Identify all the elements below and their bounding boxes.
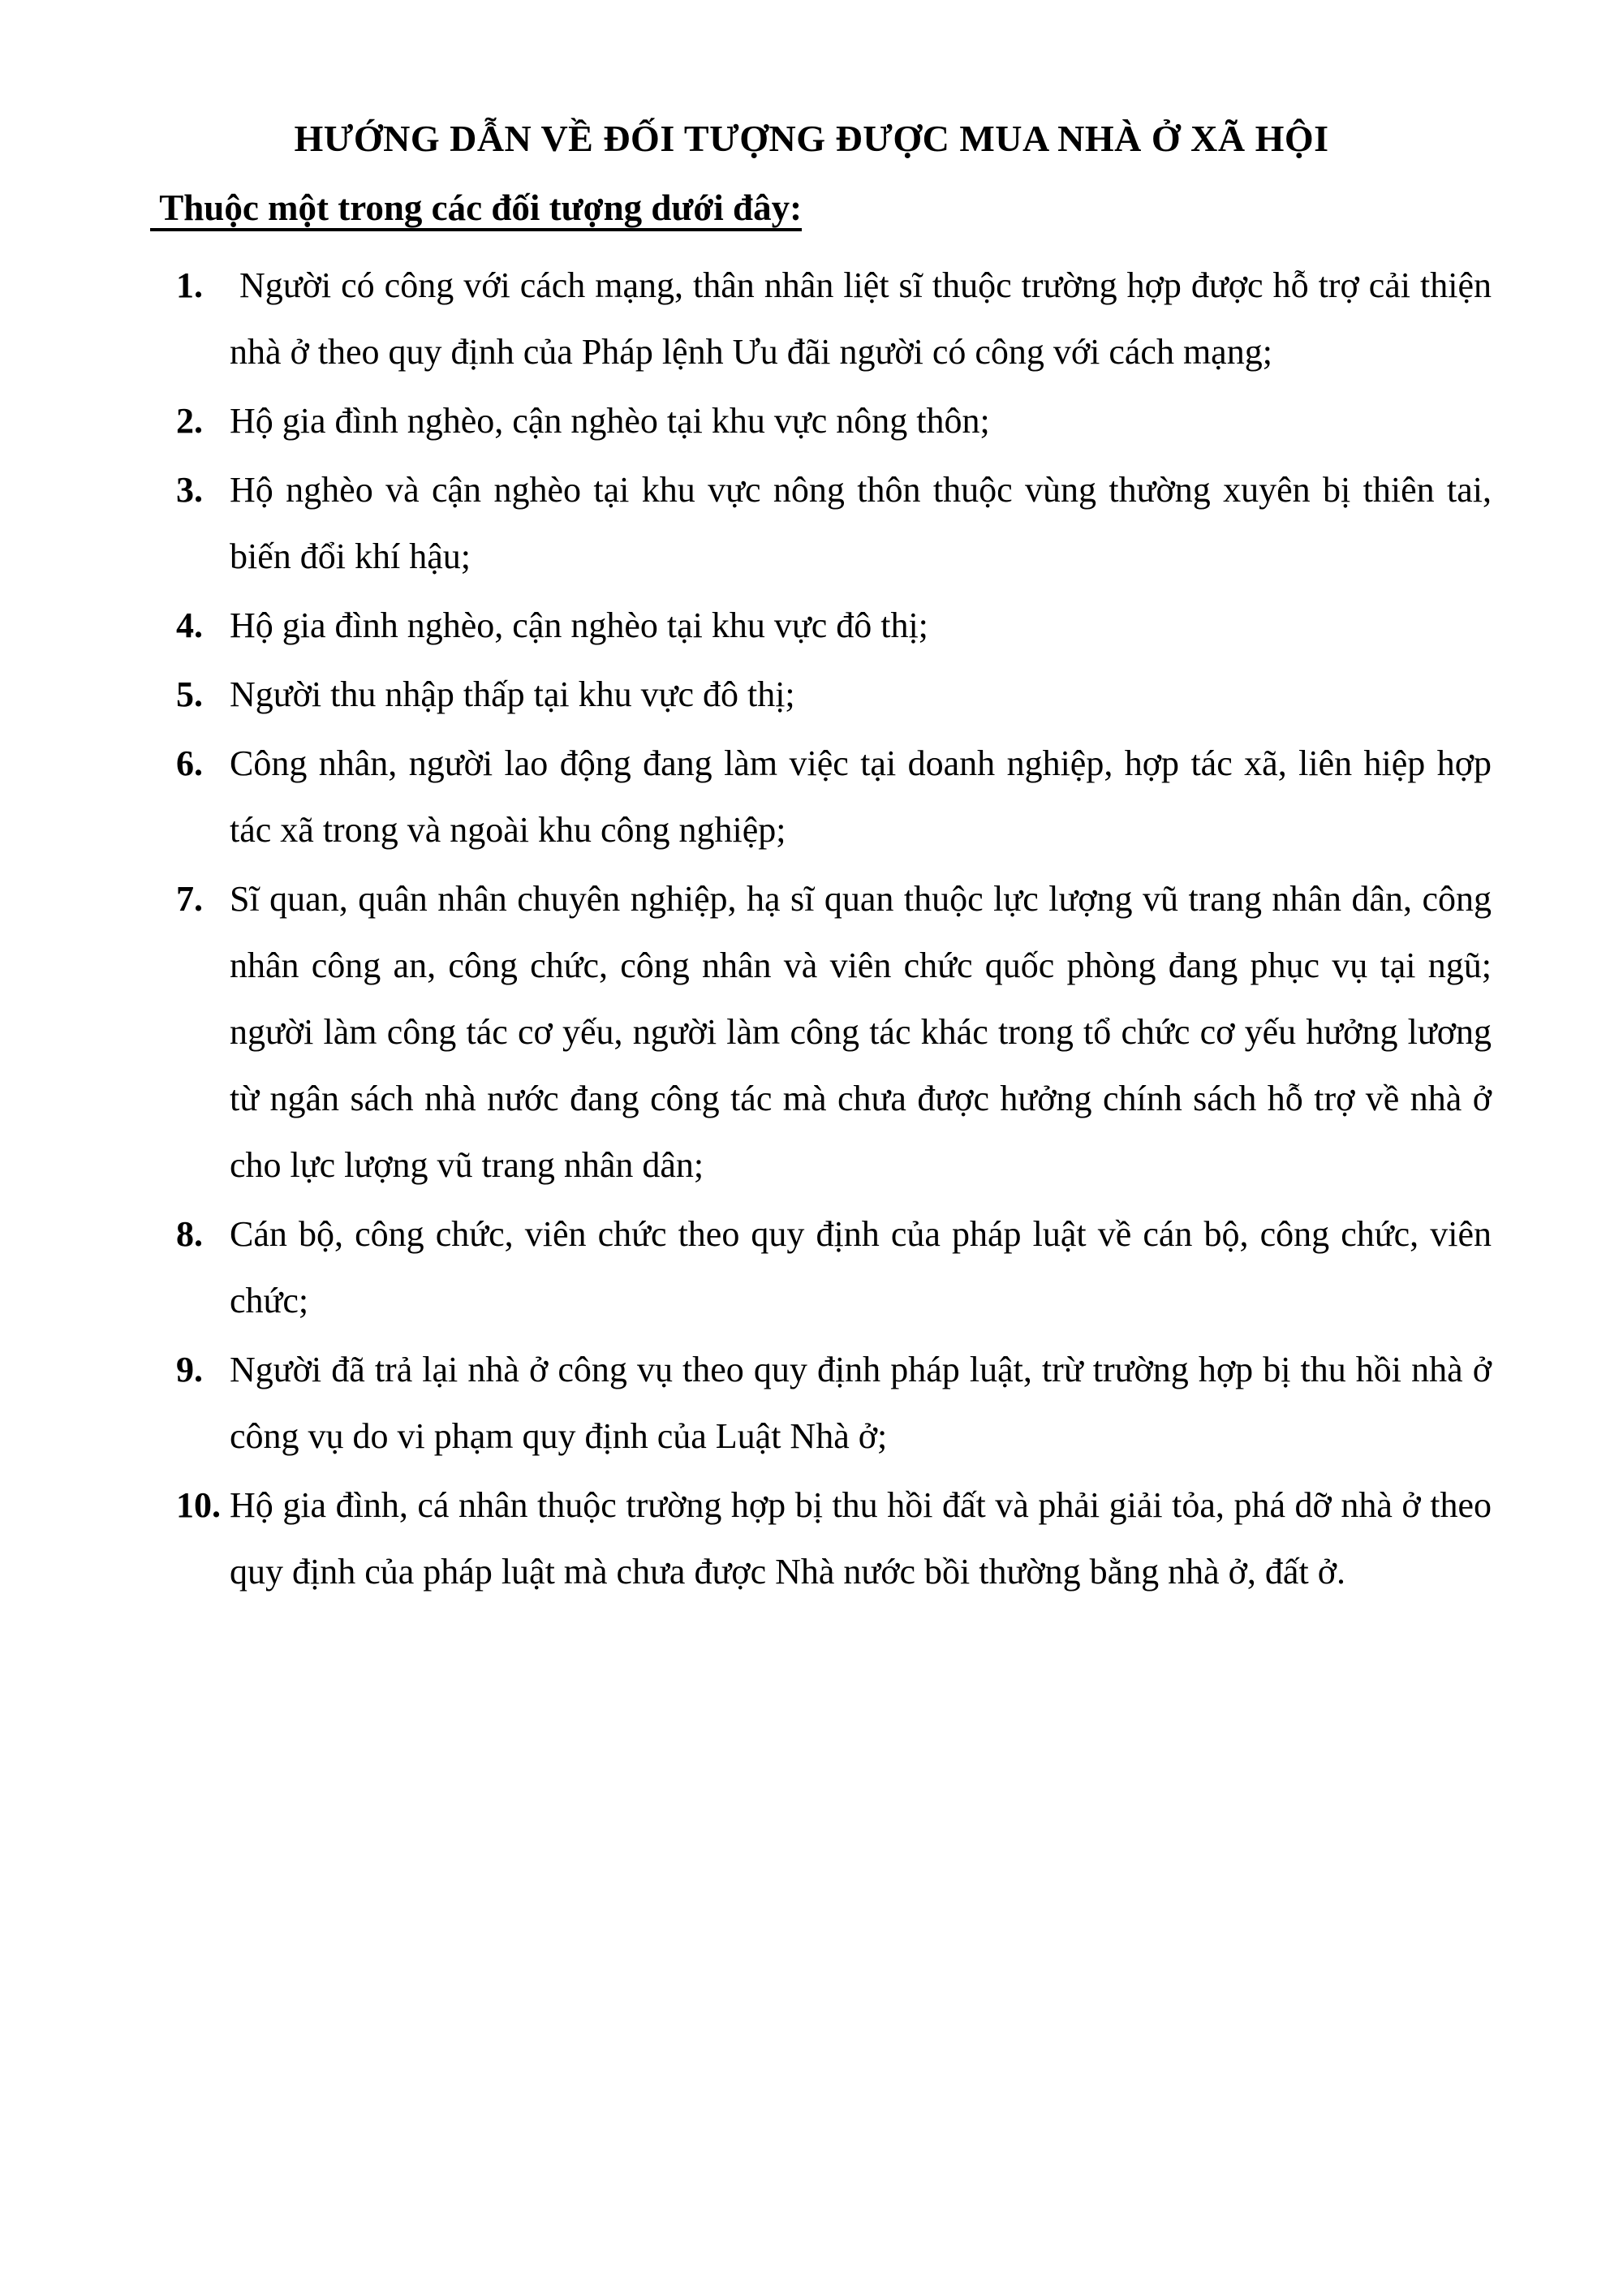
list-item	[176, 730, 1492, 864]
list-item	[176, 592, 1492, 659]
list-item-number: 3.	[176, 470, 203, 510]
list-item-text: Cán bộ, công chức, viên chức theo quy định của pháp luật về cán bộ, công chức, viên chức;	[230, 1214, 1492, 1320]
list-item-text: Hộ gia đình nghèo, cận nghèo tại khu vực đô thị;	[230, 605, 928, 645]
list-item-number: 8.	[176, 1214, 203, 1254]
list-item	[176, 866, 1492, 1199]
list-item-text: Người đã trả lại nhà ở công vụ theo quy định pháp luật, trừ trường hợp bị thu hồi nhà ở công vụ do vi phạm quy định của Luật Nhà ở;	[230, 1350, 1492, 1456]
eligibility-list	[176, 252, 1492, 1605]
list-item-number: 9.	[176, 1350, 203, 1389]
list-item	[176, 1337, 1492, 1470]
list-item-number: 7.	[176, 879, 203, 919]
list-item	[176, 457, 1492, 590]
list-item-number: 2.	[176, 401, 203, 441]
list-item-text: Hộ gia đình, cá nhân thuộc trường hợp bị thu hồi đất và phải giải tỏa, phá dỡ nhà ở theo quy định của pháp luật mà chưa được Nhà nước bồi thường bằng nhà ở, đất ở.	[230, 1485, 1492, 1592]
list-item-text: Công nhân, người lao động đang làm việc tại doanh nghiệp, hợp tác xã, liên hiệp hợp tác xã trong và ngoài khu công nghiệp;	[230, 743, 1492, 850]
list-item	[176, 661, 1492, 728]
list-item-text: Người có công với cách mạng, thân nhân liệt sĩ thuộc trường hợp được hỗ trợ cải thiện nhà ở theo quy định của Pháp lệnh Ưu đãi người có công với cách mạng;	[230, 265, 1492, 372]
list-item	[176, 388, 1492, 454]
list-item-number: 1.	[176, 265, 203, 305]
list-item-text: Người thu nhập thấp tại khu vực đô thị;	[230, 674, 795, 714]
list-item-text: Hộ gia đình nghèo, cận nghèo tại khu vực nông thôn;	[230, 401, 990, 441]
list-item-number: 4.	[176, 605, 203, 645]
list-item	[176, 1472, 1492, 1605]
list-item	[176, 252, 1492, 386]
list-item-number: 10.	[176, 1485, 221, 1525]
list-item-number: 6.	[176, 743, 203, 783]
list-item	[176, 1201, 1492, 1334]
document-subtitle-text: Thuộc một trong các đối tượng dưới đây:	[150, 187, 802, 231]
list-item-text: Hộ nghèo và cận nghèo tại khu vực nông thôn thuộc vùng thường xuyên bị thiên tai, biến đổi khí hậu;	[230, 470, 1492, 576]
list-item-number: 5.	[176, 674, 203, 714]
list-item-text: Sĩ quan, quân nhân chuyên nghiệp, hạ sĩ quan thuộc lực lượng vũ trang nhân dân, công nhân công an, công chức, công nhân và viên chức quốc phòng đang phục vụ tại ngũ; người làm công tác cơ yếu, người làm công tác khác trong tổ chức cơ yếu hưởng lương từ ngân sách nhà nước đang công tác mà chưa được hưởng chính sách hỗ trợ về nhà ở cho lực lượng vũ trang nhân dân;	[230, 879, 1492, 1185]
document-subtitle	[150, 187, 1623, 228]
document-title: HƯỚNG DẪN VỀ ĐỐI TƯỢNG ĐƯỢC MUA NHÀ Ở XÃ HỘI	[294, 118, 1329, 159]
